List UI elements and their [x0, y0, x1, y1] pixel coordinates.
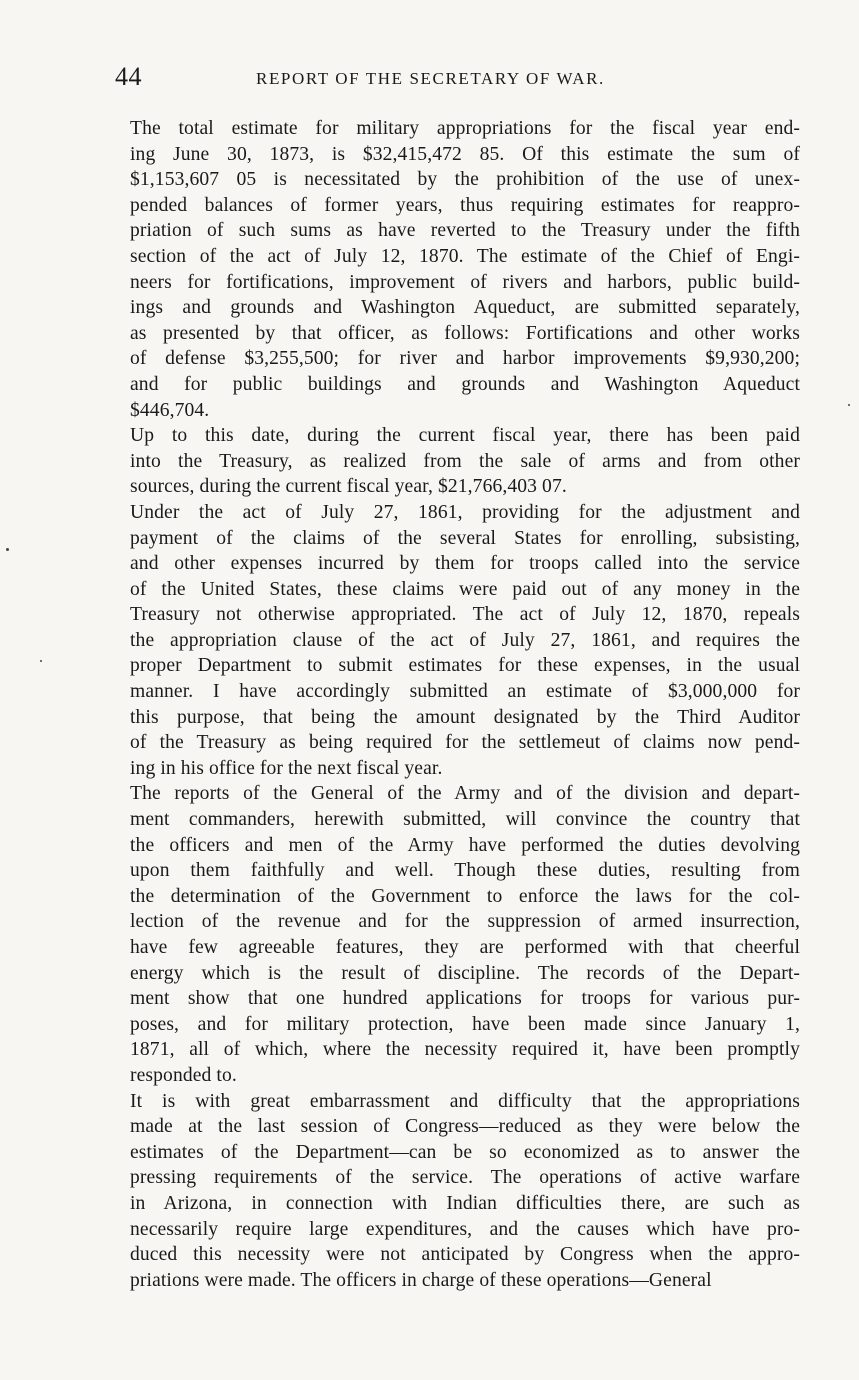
text-line: Treasury not otherwise appropriated. The act of July 12, 1870, repeals: [130, 604, 800, 626]
text-line: ing in his office for the next fiscal year.: [130, 757, 443, 779]
paragraph-3: [108, 500, 800, 782]
text-line: Under the act of July 27, 1861, providing for the adjustment and: [130, 501, 800, 523]
text-line: payment of the claims of the several States for enrolling, subsisting,: [130, 527, 800, 549]
text-line: priation of such sums as have reverted to the Treasury under the fifth: [130, 220, 800, 242]
text-line: necessarily require large expenditures, and the causes which have pro-: [130, 1218, 800, 1240]
print-speck: [40, 660, 42, 662]
text-line: duced this necessity were not anticipated by Congress when the appro-: [130, 1244, 800, 1266]
text-line: section of the act of July 12, 1870. The estimate of the Chief of Engi-: [130, 245, 800, 267]
page-header: [108, 62, 805, 92]
text-line: of defense $3,255,500; for river and harbor improvements $9,930,200;: [130, 348, 800, 370]
text-line: as presented by that officer, as follows: Fortifications and other works: [130, 322, 800, 344]
text-line: the appropriation clause of the act of July 27, 1861, and requires the: [130, 629, 800, 651]
text-line: poses, and for military protection, have been made since January 1,: [130, 1013, 800, 1035]
text-line: $446,704.: [130, 399, 210, 421]
text-line: and for public buildings and grounds and Washington Aqueduct: [130, 373, 800, 395]
text-line: of the Treasury as being required for the settlemeut of claims now pend-: [130, 732, 800, 754]
text-line: lection of the revenue and for the suppression of armed insurrection,: [130, 911, 800, 933]
text-line: ment commanders, herewith submitted, will convince the country that: [130, 809, 800, 831]
text-line: estimates of the Department—can be so economized as to answer the: [130, 1141, 800, 1163]
body-text: [108, 116, 800, 1293]
text-line: upon them faithfully and well. Though these duties, resulting from: [130, 860, 800, 882]
text-line: sources, during the current fiscal year, $21,766,403 07.: [130, 476, 567, 498]
paragraph-4: [108, 781, 800, 1088]
text-line: neers for fortifications, improvement of rivers and harbors, public build-: [130, 271, 800, 293]
text-line: pressing requirements of the service. The operations of active warfare: [130, 1167, 800, 1189]
text-line: The reports of the General of the Army and of the division and depart-: [130, 783, 800, 805]
text-line: ment show that one hundred applications for troops for various pur-: [130, 988, 800, 1010]
print-speck: [848, 404, 850, 406]
paragraph-5: [108, 1089, 800, 1294]
text-line: $1,153,607 05 is necessitated by the prohibition of the use of unex-: [130, 169, 800, 191]
text-line: energy which is the result of discipline. The records of the Depart-: [130, 962, 800, 984]
text-line: proper Department to submit estimates for these expenses, in the usual: [130, 655, 800, 677]
running-head: REPORT OF THE SECRETARY OF WAR.: [256, 69, 605, 88]
text-line: The total estimate for military appropriations for the fiscal year end-: [130, 118, 800, 139]
text-line: have few agreeable features, they are performed with that cheerful: [130, 937, 800, 958]
text-line: this purpose, that being the amount designated by the Third Auditor: [130, 706, 800, 728]
text-line: ings and grounds and Washington Aqueduct, are submitted separately,: [130, 297, 800, 319]
text-line: the officers and men of the Army have performed the duties devolving: [130, 834, 800, 856]
text-line: into the Treasury, as realized from the sale of arms and from other: [130, 450, 800, 472]
text-line: and other expenses incurred by them for troops called into the service: [130, 553, 800, 575]
text-line: manner. I have accordingly submitted an estimate of $3,000,000 for: [130, 681, 800, 703]
text-line: in Arizona, in connection with Indian difficulties there, are such as: [130, 1192, 800, 1214]
text-line: priations were made. The officers in charge of these operations—General: [130, 1269, 712, 1291]
text-line: made at the last session of Congress—reduced as they were below the: [130, 1116, 800, 1138]
text-line: ing June 30, 1873, is $32,415,472 85. Of this estimate the sum of: [130, 143, 800, 165]
page-number: 44: [115, 62, 142, 91]
text-line: responded to.: [130, 1064, 237, 1086]
text-line: 1871, all of which, where the necessity required it, have been promptly: [130, 1039, 800, 1061]
text-line: the determination of the Government to enforce the laws for the col-: [130, 885, 800, 907]
paragraph-2: [108, 423, 800, 500]
text-line: It is with great embarrassment and difficulty that the appropriations: [130, 1090, 800, 1112]
text-line: of the United States, these claims were paid out of any money in the: [130, 578, 800, 600]
text-line: Up to this date, during the current fiscal year, there has been paid: [130, 425, 800, 447]
text-line: pended balances of former years, thus requiring estimates for reappro-: [130, 194, 800, 216]
paragraph-1: [108, 116, 800, 423]
print-speck: [6, 548, 9, 551]
